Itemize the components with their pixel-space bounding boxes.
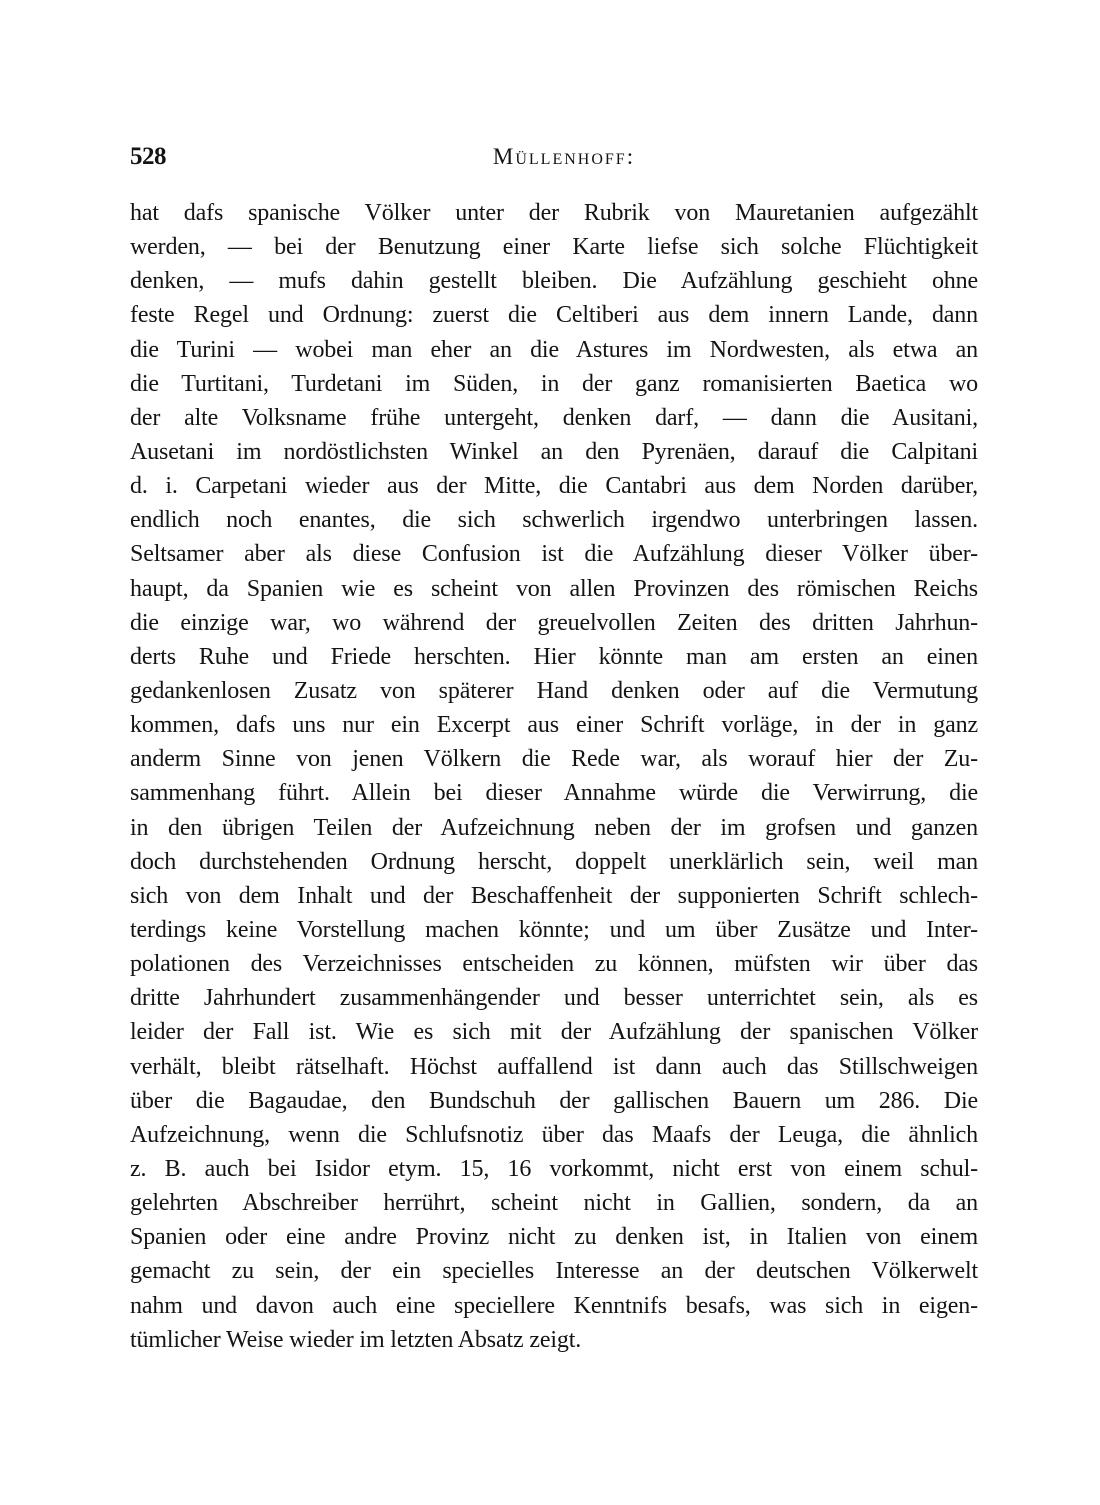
text-line: Ausetani im nordöstlichsten Winkel an den Pyrenäen, darauf die Calpitani — [130, 438, 978, 465]
page-number: 528 — [130, 143, 166, 170]
text-line: sich von dem Inhalt und der Beschaffenheit der supponierten Schrift schlech- — [130, 882, 978, 909]
text-line: dritte Jahrhundert zusammenhängender und besser unterrichtet sein, als es — [130, 985, 978, 1012]
text-line: gemacht zu sein, der ein specielles Interesse an der deutschen Völkerwelt — [130, 1258, 978, 1285]
text-line: feste Regel und Ordnung: zuerst die Celtiberi aus dem innern Lande, dann — [130, 302, 978, 329]
text-line: haupt, da Spanien wie es scheint von allen Provinzen des römischen Reichs — [130, 575, 978, 602]
text-line: Spanien oder eine andre Provinz nicht zu denken ist, in Italien von einem — [130, 1224, 978, 1251]
text-line: endlich noch enantes, die sich schwerlich irgendwo unterbringen lassen. — [130, 507, 978, 534]
text-line: terdings keine Vorstellung machen könnte; und um über Zusätze und Inter- — [130, 916, 978, 943]
text-line: über die Bagaudae, den Bundschuh der gallischen Bauern um 286. Die — [130, 1087, 978, 1114]
text-line: die Turtitani, Turdetani im Süden, in der ganz romanisierten Baetica wo — [130, 370, 978, 397]
text-line: Aufzeichnung, wenn die Schlufsnotiz über das Maafs der Leuga, die ähnlich — [130, 1121, 978, 1148]
text-line: die einzige war, wo während der greuelvollen Zeiten des dritten Jahrhun- — [130, 609, 978, 636]
text-line: z. B. auch bei Isidor etym. 15, 16 vorkommt, nicht erst von einem schul- — [130, 1155, 978, 1182]
text-line: doch durchstehenden Ordnung herscht, doppelt unerklärlich sein, weil man — [130, 848, 978, 875]
text-line: der alte Volksname frühe untergeht, denken darf, — dann die Ausitani, — [130, 404, 978, 431]
text-line: die Turini — wobei man eher an die Astures im Nordwesten, als etwa an — [130, 336, 978, 363]
text-line: gelehrten Abschreiber herrührt, scheint nicht in Gallien, sondern, da an — [130, 1190, 978, 1217]
text-line: verhält, bleibt rätselhaft. Höchst auffallend ist dann auch das Stillschweigen — [130, 1053, 978, 1080]
text-line: tümlicher Weise wieder im letzten Absatz zeigt. — [130, 1326, 582, 1353]
text-line: nahm und davon auch eine speciellere Kenntnifs besafs, was sich in eigen- — [130, 1292, 978, 1319]
text-line: hat dafs spanische Völker unter der Rubrik von Mauretanien aufgezählt — [130, 200, 978, 226]
running-title: Müllenhoff: — [492, 144, 636, 169]
text-line: anderm Sinne von jenen Völkern die Rede war, als worauf hier der Zu- — [130, 746, 978, 773]
text-line: leider der Fall ist. Wie es sich mit der Aufzählung der spanischen Völker — [130, 1019, 978, 1046]
text-line: d. i. Carpetani wieder aus der Mitte, die Cantabri aus dem Norden darüber, — [130, 473, 978, 500]
text-line: kommen, dafs uns nur ein Excerpt aus einer Schrift vorläge, in der in ganz — [130, 712, 978, 739]
text-line: derts Ruhe und Friede herschten. Hier könnte man am ersten an einen — [130, 643, 978, 670]
text-line: denken, — mufs dahin gestellt bleiben. Die Aufzählung geschieht ohne — [130, 268, 978, 295]
text-line: sammenhang führt. Allein bei dieser Annahme würde die Verwirrung, die — [130, 780, 978, 807]
text-line: Seltsamer aber als diese Confusion ist die Aufzählung dieser Völker über- — [130, 541, 978, 568]
text-line: werden, — bei der Benutzung einer Karte liefse sich solche Flüchtigkeit — [130, 234, 978, 261]
text-line: in den übrigen Teilen der Aufzeichnung neben der im grofsen und ganzen — [130, 814, 978, 841]
text-line: gedankenlosen Zusatz von späterer Hand denken oder auf die Vermutung — [130, 677, 978, 704]
body-text — [130, 196, 978, 1357]
running-head — [130, 140, 978, 174]
text-line: polationen des Verzeichnisses entscheiden zu können, müfsten wir über das — [130, 951, 978, 978]
